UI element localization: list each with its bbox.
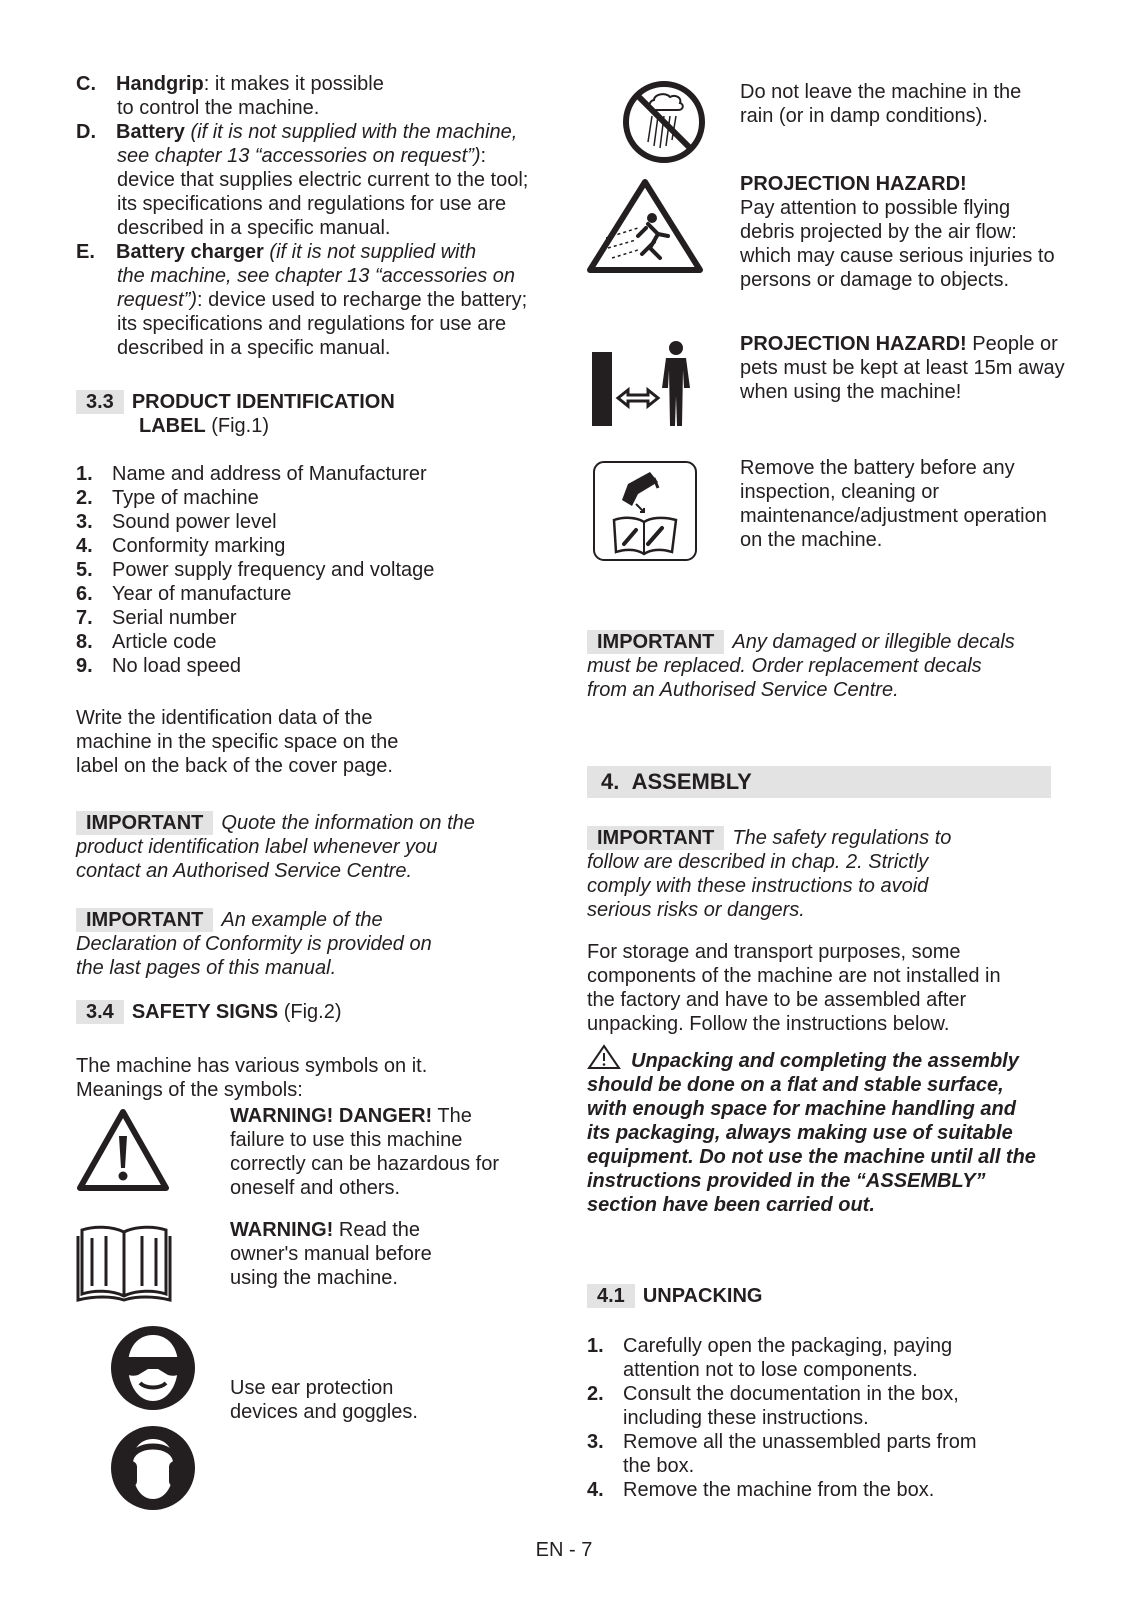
list-item: 1. Carefully open the packaging, paying attention not to lose components. xyxy=(587,1335,953,1381)
list-item: 4. Conformity marking xyxy=(76,535,286,557)
list-item: 2. Type of machine xyxy=(76,487,259,509)
important-note-2: IMPORTANT An example of the Declaration of Conformity is provided on the last pages of this manual. xyxy=(76,909,432,979)
manual-book-icon xyxy=(76,1222,172,1302)
section-4-1-heading: 4.1 UNPACKING xyxy=(587,1284,1037,1308)
no-rain-icon xyxy=(622,80,706,164)
storage-text: For storage and transport purposes, some components of the machine are not installed in the factory and have to be assembled after unpacking. Follow the instructions below. xyxy=(587,941,1001,1035)
section-4-heading: 4. ASSEMBLY xyxy=(587,766,1051,798)
list-item: 6. Year of manufacture xyxy=(76,583,292,605)
list-item: 4. Remove the machine from the box. xyxy=(587,1479,935,1501)
sign-rain-text: Do not leave the machine in the rain (or in damp conditions). xyxy=(740,81,1022,127)
sign-manual-text: WARNING! Read the owner's manual before using the machine. xyxy=(230,1219,432,1289)
list-item: 3. Sound power level xyxy=(76,511,277,533)
sign-distance-text: PROJECTION HAZARD! People or pets must be kept at least 15m away when using the machine! xyxy=(740,333,1065,403)
assembly-warning: Unpacking and completing the assembly should be done on a flat and stable surface, with enough space for machine handling and its packaging, always making use of suitable equipment. Do not use the machine until all the instructions provided in the “ASSEMBLY” section have been carried out. xyxy=(587,1044,1037,1217)
important-note-3: IMPORTANT Any damaged or illegible decals must be replaced. Order replacement decals from an Authorised Service Centre. xyxy=(587,631,1015,701)
ear-protection-icon xyxy=(110,1425,196,1511)
symbols-intro: The machine has various symbols on it. Meanings of the symbols: xyxy=(76,1055,428,1101)
section-3-4-heading: 3.4 SAFETY SIGNS (Fig.2) xyxy=(76,1000,546,1024)
list-item: 8. Article code xyxy=(76,631,217,653)
warning-triangle-icon xyxy=(76,1108,170,1192)
list-item: 5. Power supply frequency and voltage xyxy=(76,559,435,581)
list-item: 2. Consult the documentation in the box, including these instructions. xyxy=(587,1383,959,1429)
list-item: 1. Name and address of Manufacturer xyxy=(76,463,427,485)
list-item: 3. Remove all the unassembled parts from the box. xyxy=(587,1431,977,1477)
projection-hazard-icon xyxy=(586,178,704,274)
important-note-1: IMPORTANT Quote the information on the product identification label whenever you contact an Authorised Service Centre. xyxy=(76,812,475,882)
section-3-3-heading: 3.3 PRODUCT IDENTIFICATION LABEL (Fig.1) xyxy=(76,390,546,438)
write-instructions: Write the identification data of the machine in the specific space on the label on the back of the cover page. xyxy=(76,707,399,777)
sign-battery-text: Remove the battery before any inspection, cleaning or maintenance/adjustment operation on the machine. xyxy=(740,457,1047,551)
caution-icon xyxy=(587,1044,621,1070)
sign-warning-text: WARNING! DANGER! The failure to use this machine correctly can be hazardous for oneself and others. xyxy=(230,1105,500,1199)
item-c: C. Handgrip: it makes it possible to control the machine. xyxy=(76,73,384,119)
item-e: E. Battery charger (if it is not supplied with the machine, see chapter 13 “accessories on request”): device used to recharge the battery; its specifications and regulations for use are described in a specific manual. xyxy=(76,241,528,359)
accessory-list xyxy=(76,72,546,360)
list-item: 9. No load speed xyxy=(76,655,241,677)
unpack-list xyxy=(587,1334,977,1502)
sign-ppe-text: Use ear protection devices and goggles. xyxy=(230,1377,418,1423)
goggles-icon xyxy=(110,1325,196,1411)
list-item: 7. Serial number xyxy=(76,607,237,629)
sign-projection-text: PROJECTION HAZARD! Pay attention to possible flying debris projected by the air flow: which may cause serious injuries to persons or damage to objects. xyxy=(740,173,1055,291)
remove-battery-icon xyxy=(592,460,698,562)
item-d: D. Battery (if it is not supplied with the machine, see chapter 13 “accessories on request”): device that supplies electric current to the tool; its specifications and regulations for use are described in a specific manual. xyxy=(76,121,529,239)
important-note-4: IMPORTANT The safety regulations to follow are described in chap. 2. Strictly comply with these instructions to avoid serious risks or dangers. xyxy=(587,827,952,921)
safety-distance-icon xyxy=(590,340,700,428)
page-number: EN - 7 xyxy=(535,1539,593,1561)
label-list xyxy=(76,462,546,678)
